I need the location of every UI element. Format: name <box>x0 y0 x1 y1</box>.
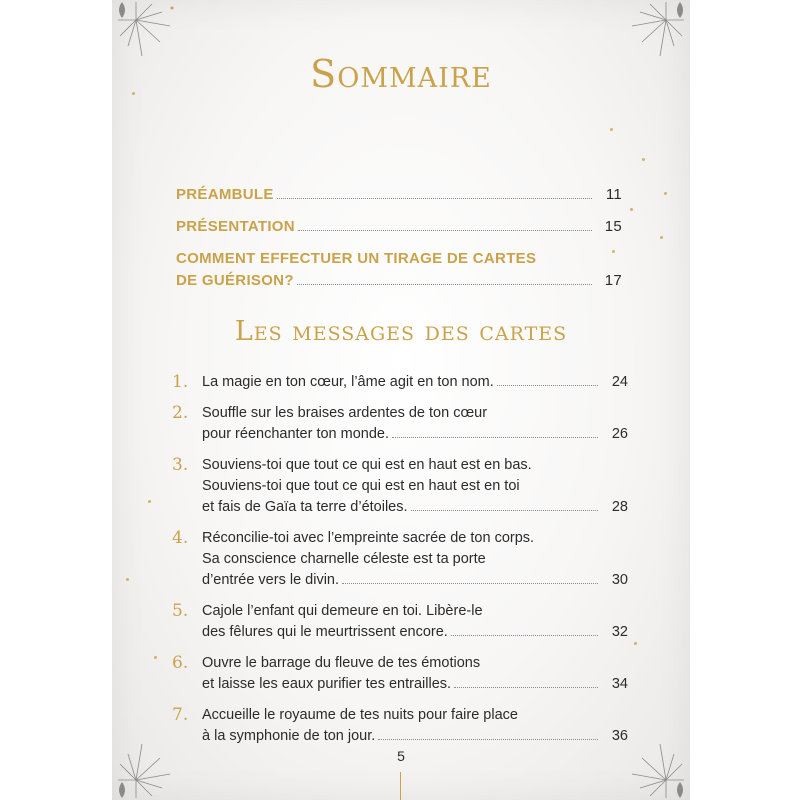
message-number: 1. <box>172 372 189 392</box>
message-line: pour réenchanter ton monde. <box>202 426 390 442</box>
message-line: Accueille le royaume de tes nuits pour faire place <box>202 707 518 723</box>
message-line: Cajole l’enfant qui demeure en toi. Libère-le <box>202 603 483 619</box>
toc-message-entry[interactable] <box>172 455 628 518</box>
message-line: d’entrée vers le divin. <box>202 572 340 588</box>
message-text <box>202 403 628 445</box>
toc-page-number: 17 <box>604 272 622 289</box>
section-title: Les messages des cartes <box>234 316 568 347</box>
toc-entry-text: COMMENT EFFECTUER UN TIRAGE DE CARTES <box>176 250 537 267</box>
toc-entry[interactable] <box>176 184 622 206</box>
sparkle-dot <box>660 236 663 239</box>
message-line: Souviens-toi que tout ce qui est en haut est en bas. <box>202 457 532 473</box>
sparkle-dot <box>664 192 667 195</box>
message-line: des fêlures qui le meurtrissent encore. <box>202 624 448 640</box>
toc-message-entry[interactable] <box>172 372 628 393</box>
dot-leader <box>411 509 598 511</box>
toc-page-number: 36 <box>611 728 628 744</box>
message-line: La magie en ton cœur, l’âme agit en ton nom. <box>202 374 494 390</box>
sparkle-dot <box>148 500 151 503</box>
page-number: 5 <box>397 748 405 764</box>
message-line: Sa conscience charnelle céleste est ta porte <box>202 551 486 567</box>
dot-leader <box>497 384 598 386</box>
sparkle-dot <box>634 642 637 645</box>
message-number: 7. <box>172 705 189 725</box>
message-number: 3. <box>172 455 189 475</box>
toc-entry[interactable] <box>176 248 622 292</box>
toc-page-number: 30 <box>611 572 628 588</box>
folio-rule <box>400 772 401 800</box>
sparkle-dot <box>642 158 645 161</box>
dot-leader <box>378 738 598 740</box>
sparkle-dot <box>154 656 157 659</box>
dot-leader <box>297 283 592 285</box>
toc-front-matter <box>176 184 622 292</box>
toc-message-entry[interactable] <box>172 528 628 591</box>
message-number: 5. <box>172 601 189 621</box>
dot-leader <box>392 436 598 438</box>
toc-entry-text: PRÉAMBULE <box>176 186 274 203</box>
toc-message-entry[interactable] <box>172 403 628 445</box>
message-line: Ouvre le barrage du fleuve de tes émotions <box>202 655 481 671</box>
sparkle-dot <box>126 578 129 581</box>
toc-page-number: 26 <box>611 426 628 442</box>
message-line: et laisse les eaux purifier tes entrailles. <box>202 676 452 692</box>
toc-page-number: 34 <box>611 676 628 692</box>
toc-page-number: 24 <box>611 374 628 390</box>
book-page <box>112 0 690 800</box>
message-number: 4. <box>172 528 189 548</box>
sparkle-dot <box>610 128 613 131</box>
toc-page-number: 11 <box>605 186 622 203</box>
toc-messages-list <box>172 372 628 757</box>
toc-message-entry[interactable] <box>172 653 628 695</box>
dot-leader <box>277 197 592 199</box>
toc-message-entry[interactable] <box>172 705 628 747</box>
message-text <box>202 705 628 747</box>
toc-page-number: 15 <box>604 218 622 235</box>
toc-page-number: 32 <box>611 624 628 640</box>
message-text <box>202 601 628 643</box>
dot-leader <box>298 229 592 231</box>
message-number: 6. <box>172 653 189 673</box>
toc-entry-text: PRÉSENTATION <box>176 218 295 235</box>
message-number: 2. <box>172 403 189 423</box>
message-text <box>202 372 628 393</box>
message-line: Réconcilie-toi avec l’empreinte sacrée de ton corps. <box>202 530 535 546</box>
message-line: et fais de Gaïa ta terre d’étoiles. <box>202 499 408 515</box>
page-title: Sommaire <box>310 52 492 96</box>
dot-leader <box>454 686 598 688</box>
message-text <box>202 528 628 591</box>
message-text <box>202 653 628 695</box>
dot-leader <box>451 634 598 636</box>
sparkle-dot <box>630 208 633 211</box>
message-text <box>202 455 628 518</box>
dot-leader <box>342 582 598 584</box>
message-line: Souviens-toi que tout ce qui est en haut est en toi <box>202 478 520 494</box>
toc-page-number: 28 <box>611 499 628 515</box>
toc-message-entry[interactable] <box>172 601 628 643</box>
message-line: Souffle sur les braises ardentes de ton cœur <box>202 405 488 421</box>
toc-entry-text: DE GUÉRISON? <box>176 272 294 289</box>
message-line: à la symphonie de ton jour. <box>202 728 376 744</box>
toc-entry[interactable] <box>176 216 622 238</box>
